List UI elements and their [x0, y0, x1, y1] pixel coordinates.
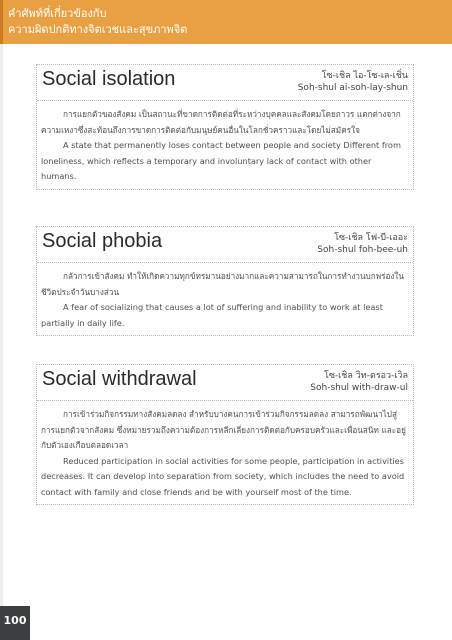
pronunciation-thai: โซ-เชิล โฟ-บี-เออะ	[334, 233, 408, 243]
header-accent-bar	[0, 0, 3, 44]
definition-thai: การเข้าร่วมกิจกรรมทางสังคมลดลง สำหรับบางคนการเข้าร่วมกิจกรรมลดลง สามารถพัฒนาไปสู่การแยกตัวจากสังคม ซึ่งหมายรวมถึงความต้องการหลีกเลี่ยงการติดต่อกับครอบครัวและเพื่อนสนิท และอยู่กับตัวเองเกือบตลอดเวลา	[41, 409, 406, 450]
glossary-entry	[36, 64, 414, 190]
header-title-line1: คำศัพท์ที่เกี่ยวข้องกับ	[8, 7, 107, 20]
definition-body	[37, 101, 413, 189]
pronunciation-thai: โซ-เชิล วิท-ดรอว-เวิล	[323, 371, 408, 381]
header-title-line2: ความผิดปกติทางจิตเวชและสุขภาพจิต	[8, 23, 188, 36]
term-title: Social withdrawal	[42, 368, 197, 390]
term-row	[37, 365, 413, 401]
pronunciation-thai: โซ-เชิล ไอ-โซ-เล-เชิ่น	[321, 71, 408, 81]
definition-thai: กลัวการเข้าสังคม ทำให้เกิดความทุกข์ทรมานอย่างมากและความสามารถในการทำงานบกพร่องในชีวิตประจำวันบางส่วน	[41, 271, 405, 297]
pronunciation-english: Soh-shul with-draw-ul	[310, 383, 408, 393]
definition-english: A fear of socializing that causes a lot of suffering and inability to work at least partially in daily life.	[41, 302, 383, 328]
page-edge	[0, 44, 3, 606]
term-title: Social phobia	[42, 230, 163, 252]
page-header	[0, 0, 452, 44]
definition-thai: การแยกตัวของสังคม เป็นสถานะที่ขาดการติดต่อที่ระหว่างบุคคลและสังคมโดยถาวร แตกต่างจากความเหงาซึ่งสะท้อนถึงการขาดการติดต่อกับมนุษย์คนอื่นในโลกชั่วคราวและโดยไม่สมัครใจ	[41, 109, 401, 135]
term-row	[37, 65, 413, 101]
term-title: Social isolation	[42, 68, 176, 90]
definition-body	[37, 401, 413, 504]
pronunciation-english: Soh-shul foh-bee-uh	[317, 245, 408, 255]
term-row	[37, 227, 413, 263]
definition-body	[37, 263, 413, 335]
definition-english: Reduced participation in social activities for some people, participation in activities decreases. It can develop into separation from society, which includes the need to avoid contact with family and close friends and be with yourself most of the time.	[41, 455, 405, 497]
definition-english: A state that permanently loses contact between people and society Different from loneliness, which reflects a temporary and involuntary lack of contact with other humans.	[41, 140, 401, 181]
glossary-entry	[36, 226, 414, 336]
glossary-entry	[36, 364, 414, 505]
page-number: 100	[3, 614, 27, 627]
pronunciation-english: Soh-shul ai-soh-lay-shun	[297, 83, 408, 93]
